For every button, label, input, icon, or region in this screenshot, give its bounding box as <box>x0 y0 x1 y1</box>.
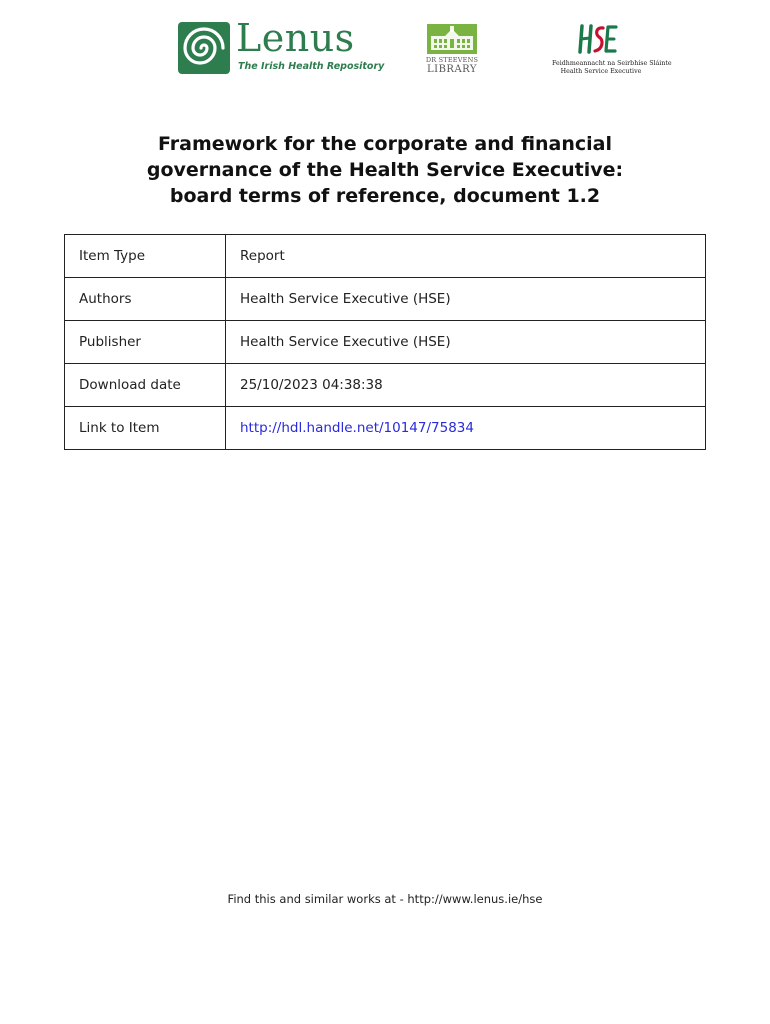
library-name-line2: LIBRARY <box>426 64 477 75</box>
library-name-line1: DR STEEVENS <box>425 56 479 64</box>
title-line-2: governance of the Health Service Executive: <box>146 159 624 181</box>
authors-label: Authors <box>65 278 226 321</box>
title-line-1: Framework for the corporate and financial <box>157 133 613 155</box>
table-row <box>65 235 706 278</box>
hse-logo <box>552 22 672 80</box>
hse-mark-icon <box>576 22 624 58</box>
lenus-tagline: The Irish Health Repository <box>238 61 385 72</box>
link-to-item-cell <box>226 407 706 450</box>
library-building-icon <box>427 24 477 54</box>
publisher-label: Publisher <box>65 321 226 364</box>
item-type-value: Report <box>226 235 706 278</box>
link-to-item-label: Link to Item <box>65 407 226 450</box>
table-row <box>65 278 706 321</box>
authors-value: Health Service Executive (HSE) <box>226 278 706 321</box>
document-title <box>60 131 710 209</box>
publisher-value: Health Service Executive (HSE) <box>226 321 706 364</box>
hse-english-name: Health Service Executive <box>560 68 642 75</box>
table-row <box>65 321 706 364</box>
item-type-label: Item Type <box>65 235 226 278</box>
table-row <box>65 407 706 450</box>
metadata-table <box>64 234 706 450</box>
lenus-logo <box>178 16 385 78</box>
table-row <box>65 364 706 407</box>
download-date-value: 25/10/2023 04:38:38 <box>226 364 706 407</box>
title-line-3: board terms of reference, document 1.2 <box>169 185 601 207</box>
download-date-label: Download date <box>65 364 226 407</box>
hse-irish-name: Feidhmeannacht na Seirbhíse Sláinte <box>552 60 672 67</box>
library-logo <box>424 24 480 76</box>
lenus-spiral-icon <box>178 22 230 74</box>
lenus-wordmark: Lenus <box>236 16 355 60</box>
footer-text: Find this and similar works at - http://www.lenus.ie/hse <box>227 892 543 906</box>
item-handle-link[interactable]: http://hdl.handle.net/10147/75834 <box>240 420 474 436</box>
